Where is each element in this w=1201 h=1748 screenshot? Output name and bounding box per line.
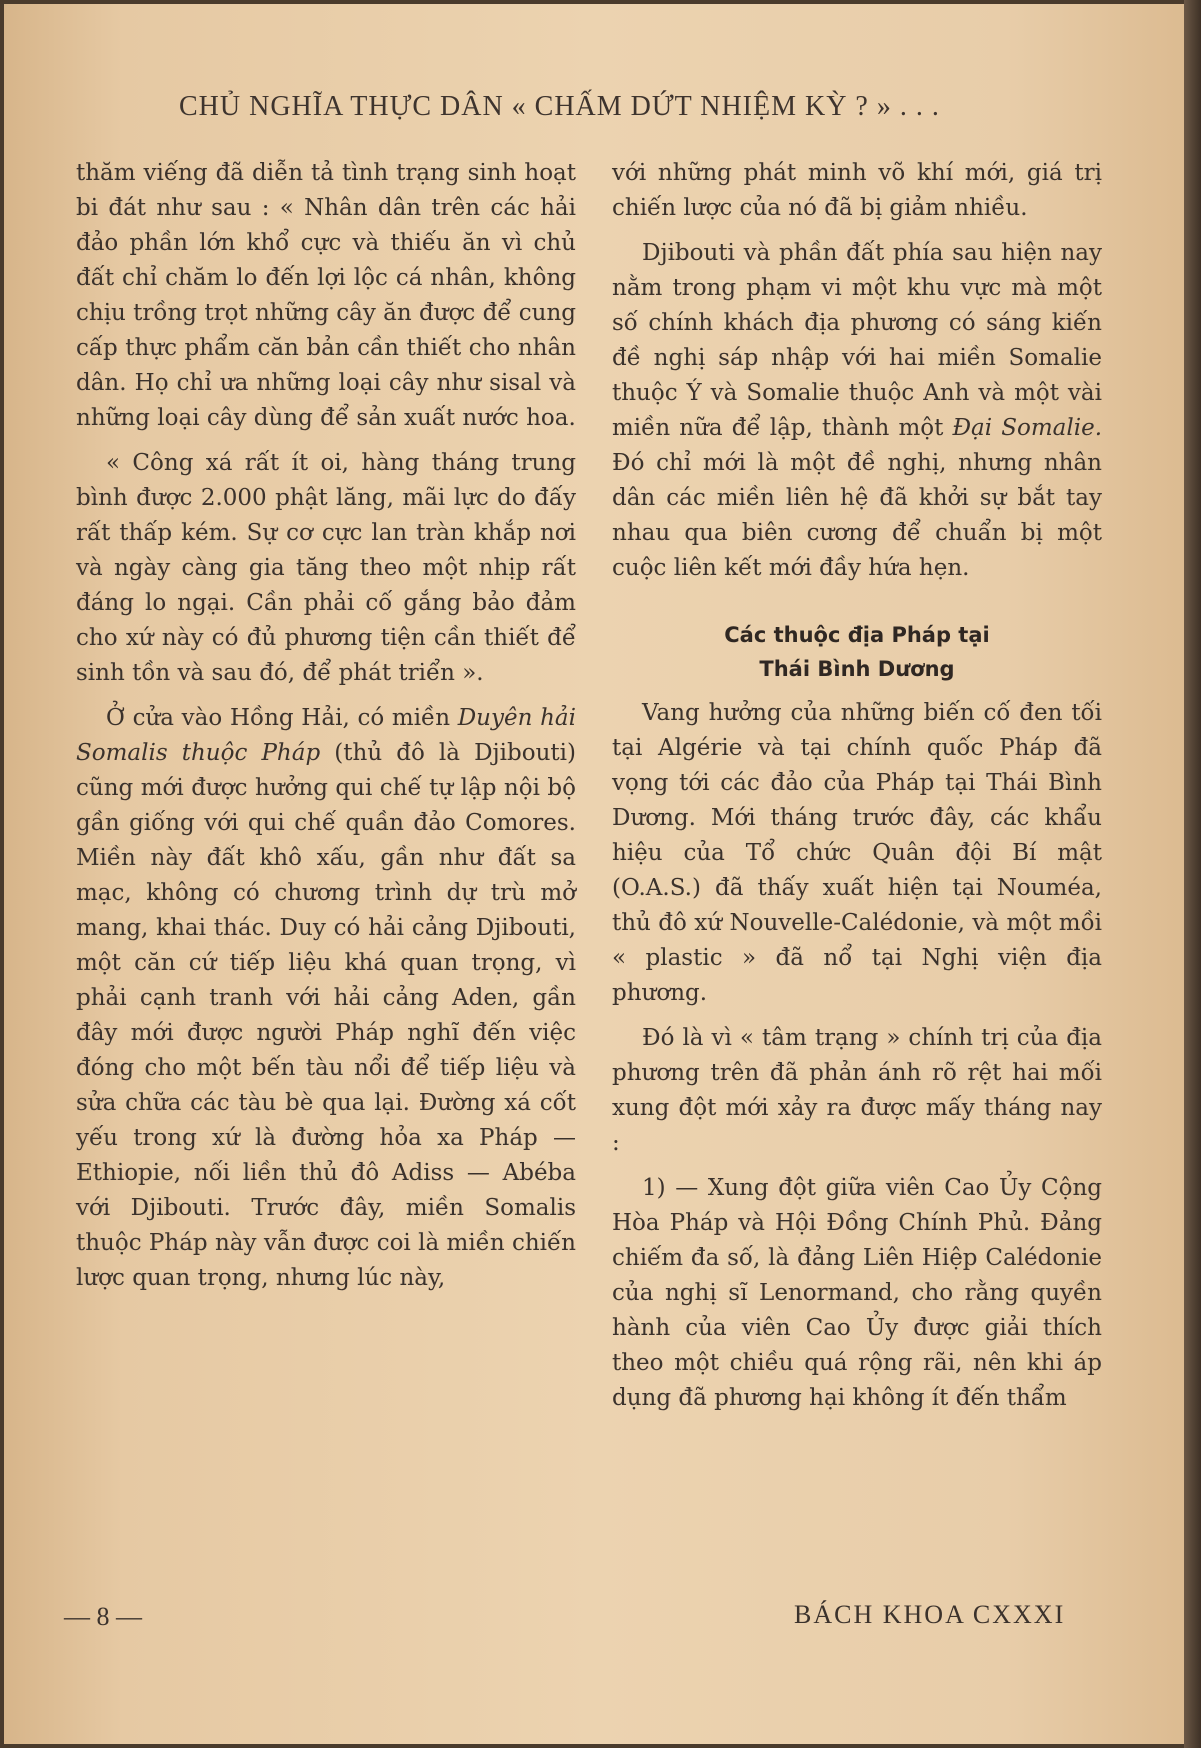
section-heading [612, 618, 1102, 686]
italic-place-name: Đại Somalie. [952, 415, 1102, 441]
section-heading-line: Thái Bình Dương [759, 657, 955, 681]
paragraph: « Công xá rất ít oi, hàng tháng trung bình được 2.000 phật lăng, mãi lực do đấy rất thấp kém. Sự cơ cực lan tràn khắp nơi và ngày càng gia tăng theo một nhịp rất đáng lo ngại. Cần phải cố gắng bảo đảm cho xứ này có đủ phương tiện cần thiết để sinh tồn và sau đó, để phát triển ». [76, 450, 576, 686]
paragraph: thăm viếng đã diễn tả tình trạng sinh hoạt bi đát như sau : « Nhân dân trên các hải đảo phần lớn khổ cực và thiếu ăn vì chủ đất chỉ chăm lo đến lợi lộc cá nhân, không chịu trồng trọt những cây ăn được để cung cấp thực phẩm căn bản cần thiết cho nhân dân. Họ chỉ ưa những loại cây như sisal và những loại cây dùng để sản xuất nước hoa. [76, 160, 576, 431]
paragraph: với những phát minh võ khí mới, giá trị chiến lược của nó đã bị giảm nhiều. [612, 160, 1102, 221]
italic-place-name: Duyên hải Somalis thuộc Pháp [76, 705, 576, 766]
paragraph [76, 701, 576, 1296]
text-run: Đó chỉ mới là một đề nghị, nhưng nhân dân các miền liên hệ đã khởi sự bắt tay nhau qua biên cương để chuẩn bị một cuộc liên kết mới đầy hứa hẹn. [612, 450, 1102, 581]
section-heading-line: Các thuộc địa Pháp tại [724, 623, 990, 647]
running-header: CHỦ NGHĨA THỰC DÂN « CHẤM DỨT NHIỆM KỲ ? » . . . [179, 91, 940, 122]
text-run: Djibouti và phần đất phía sau hiện nay nằm trong phạm vi một khu vực mà một số chính khách địa phương có sáng kiến đề nghị sáp nhập với hai miền Somalie thuộc Ý và Somalie thuộc Anh và một vài miền nữa để lập, thành một [612, 240, 1102, 441]
paragraph: 1) — Xung đột giữa viên Cao Ủy Cộng Hòa Pháp và Hội Đồng Chính Phủ. Đảng chiếm đa số, là đảng Liên Hiệp Calédonie của nghị sĩ Lenormand, cho rằng quyền hành của viên Cao Ủy được giải thích theo một chiều quá rộng rãi, nên khi áp dụng đã phương hại không ít đến thẩm [612, 1175, 1102, 1411]
text-run: Ở cửa vào Hồng Hải, có miền [106, 705, 458, 731]
paragraph: Đó là vì « tâm trạng » chính trị của địa phương trên đã phản ánh rõ rệt hai mối xung đột mới xảy ra được mấy tháng nay : [612, 1025, 1102, 1156]
page-number: — 8 — [64, 1602, 142, 1631]
page-edge [1184, 0, 1201, 1748]
paragraph [612, 236, 1102, 586]
text-run: (thủ đô là Djibouti) cũng mới được hưởng qui chế tự lập nội bộ gần giống với qui chế quần đảo Comores. Miền này đất khô xấu, gần như đất sa mạc, không có chương trình dự trù mở mang, khai thác. Duy có hải cảng Djibouti, một căn cứ tiếp liệu khá quan trọng, vì phải cạnh tranh với hải cảng Aden, gần đây mới được người Pháp nghĩ đến việc đóng cho một bến tàu nổi để tiếp liệu và sửa chữa các tàu bè qua lại. Đường xá cốt yếu trong xứ là đường hỏa xa Pháp — Ethiopie, nối liền thủ đô Adiss — Abéba với Djibouti. Trước đây, miền Somalis thuộc Pháp này vẫn được coi là miền chiến lược quan trọng, nhưng lúc này, [76, 740, 576, 1291]
magazine-page [4, 4, 1184, 1744]
right-column [612, 156, 1102, 1426]
paragraph: Vang hưởng của những biến cố đen tối tại Algérie và tại chính quốc Pháp đã vọng tới các đảo của Pháp tại Thái Bình Dương. Mới tháng trước đây, các khẩu hiệu của Tổ chức Quân đội Bí mật (O.A.S.) đã thấy xuất hiện tại Nouméa, thủ đô xứ Nouvelle-Calédonie, và một mồi « plastic » đã nổ tại Nghị viện địa phương. [612, 700, 1102, 1006]
left-column [76, 156, 576, 1306]
publication-name: BÁCH KHOA CXXXI [794, 1600, 1066, 1629]
